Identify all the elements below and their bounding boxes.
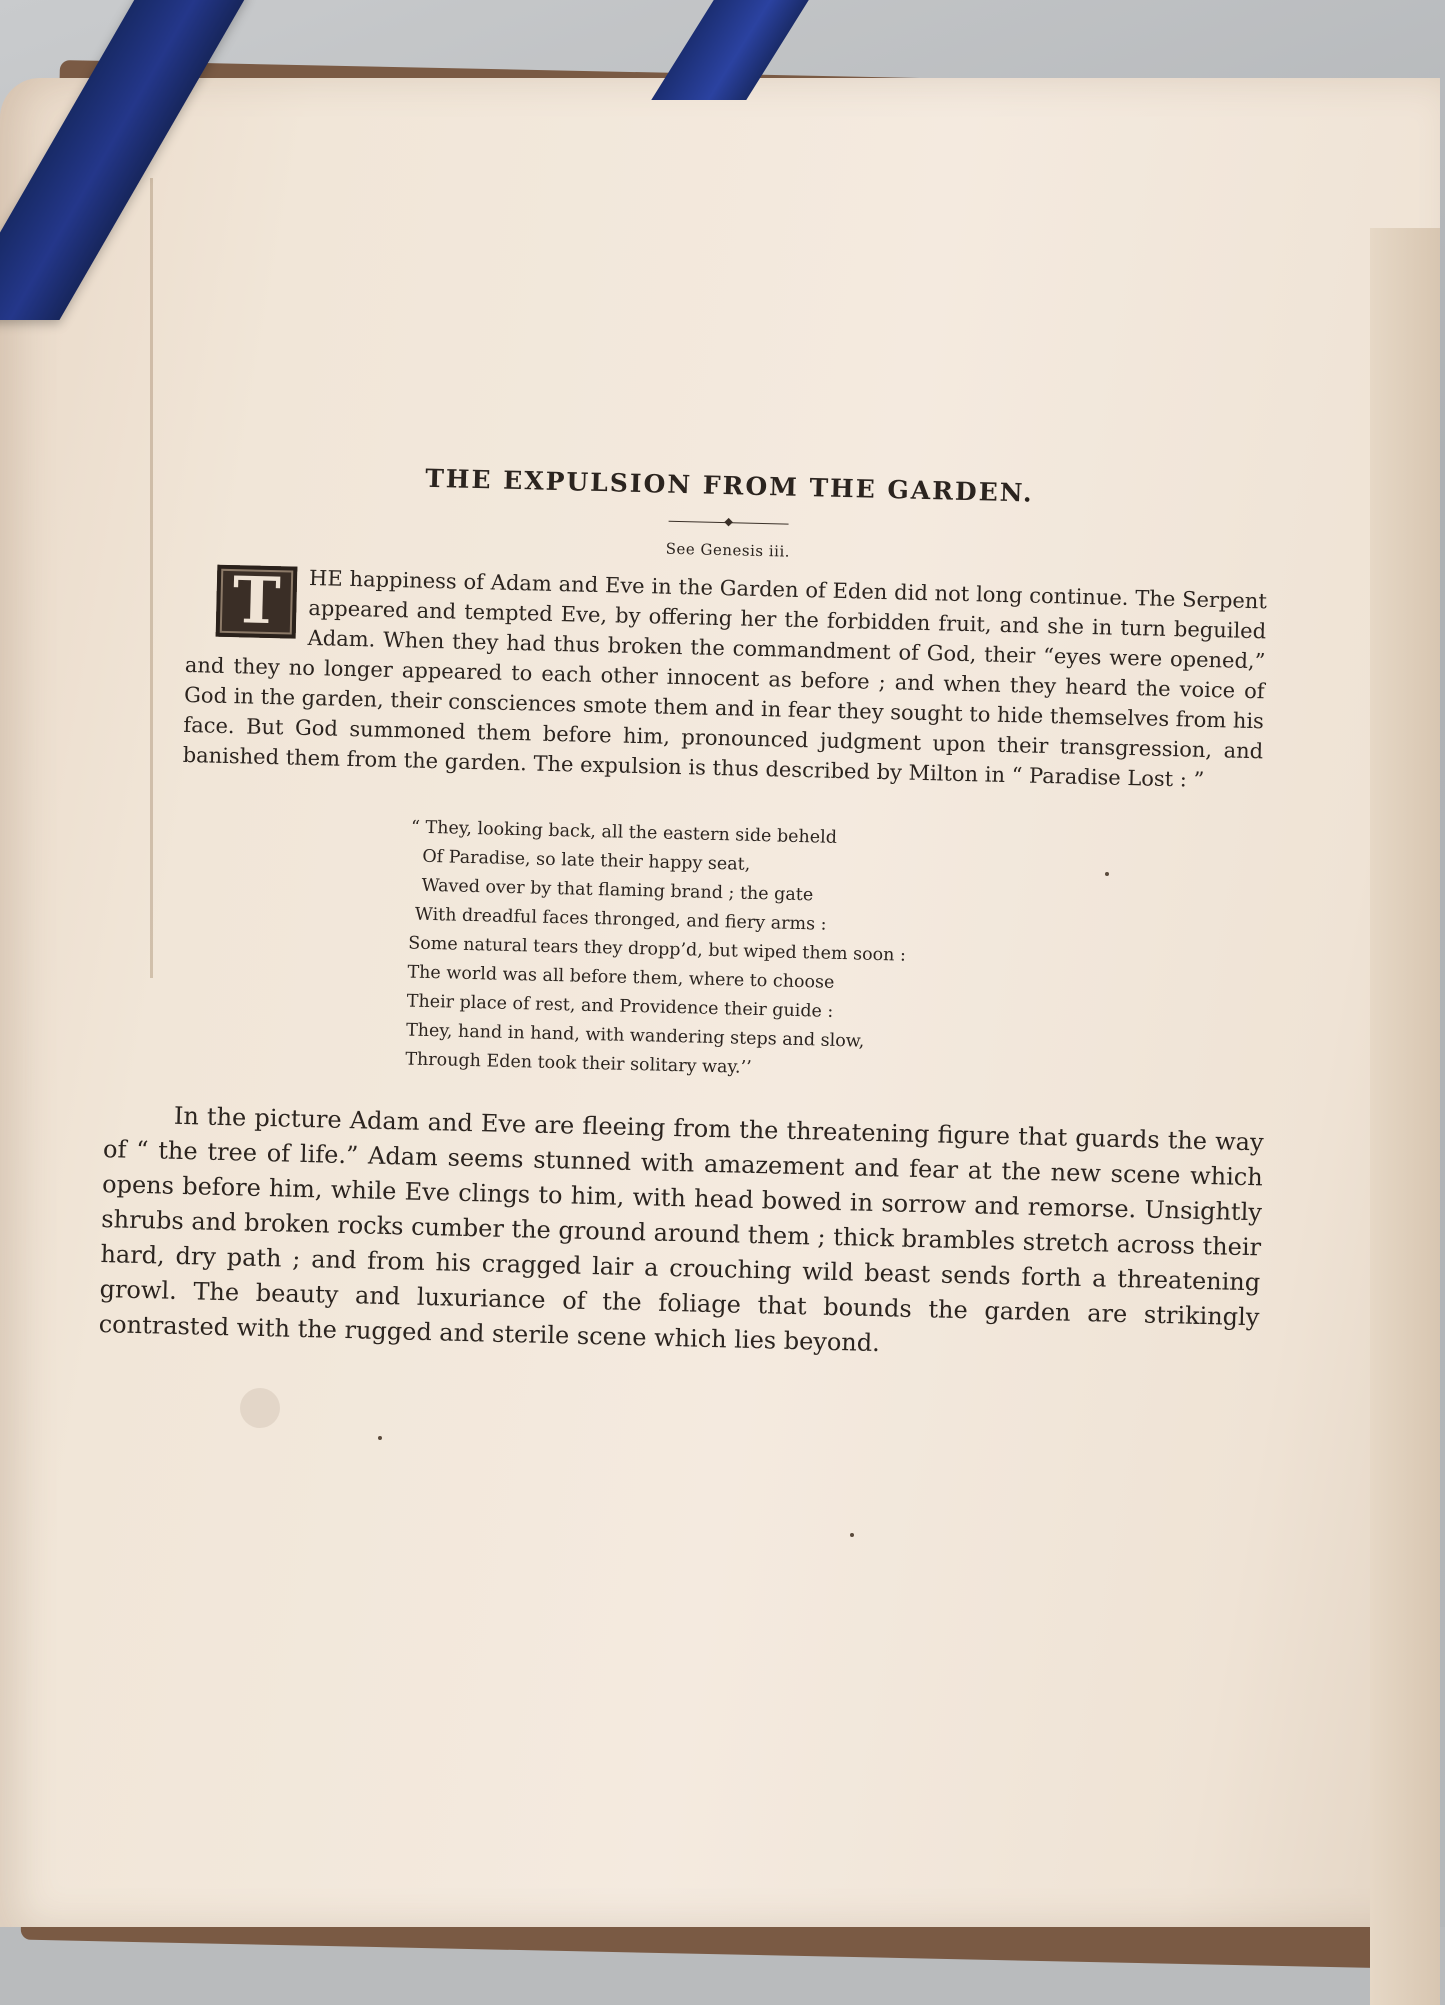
poem-line: Some natural tears they dropp’d, but wiped them soon : [407, 933, 907, 966]
scripture-reference: See Genesis iii. [665, 539, 791, 561]
intro-paragraph-text: HE happiness of Adam and Eve in the Garden of Eden did not long continue. The Serpent appeared and tempted Eve, by offering her the forbidden fruit, and she in turn beguiled Adam. When they had thus broken the commandment of God, their “eyes were opened,” and they no longer appeared to each other innocent as before ; and when they heard the voice of God in the garden, their consciences smote them and in fear they sought to hide themselves from his face. But God summoned them before him, pronounced judgment upon their transgression, and banished them from the garden. The expulsion is thus described by Milton in “ Paradise Lost : ” [182, 565, 1268, 792]
milton-quote [405, 814, 1261, 1096]
paper-speck [850, 1533, 854, 1537]
poem-line: Waved over by that flaming brand ; the gate [421, 875, 814, 906]
drop-cap-initial: T [216, 565, 298, 639]
paper-speck [378, 1436, 382, 1440]
paper-speck [1105, 872, 1109, 876]
intro-paragraph [182, 560, 1267, 796]
poem-line: Through Eden took their solitary way.’’ [405, 1049, 752, 1078]
page-title: THE EXPULSION FROM THE GARDEN. [424, 463, 1035, 508]
poem-line: Of Paradise, so late their happy seat, [422, 846, 751, 875]
page-gutter-line [150, 178, 153, 978]
poem-line: The world was all before them, where to choose [407, 962, 835, 993]
paper-stain [240, 1388, 280, 1428]
text-block [98, 458, 1269, 1370]
poem-line: They, hand in hand, with wandering steps and slow, [405, 1020, 865, 1052]
page-right-edge [1370, 228, 1440, 2005]
book-page [0, 78, 1440, 1927]
poem-line: With dreadful faces thronged, and fiery arms : [414, 904, 827, 935]
poem-line: Their place of rest, and Providence their guide : [406, 991, 834, 1022]
poem-line: “ They, looking back, all the eastern side beheld [410, 817, 838, 848]
picture-description-paragraph: In the picture Adam and Eve are fleeing from the threatening figure that guards the way of “ the tree of life.” Adam seems stunned with amazement and fear at the new scene which opens before him, while Eve clings to him, with head bowed in sorrow and remorse. Unsightly shrubs and broken rocks cumber the ground around them ; thick brambles stretch across their hard, dry path ; and from his cragged lair a crouching wild beast sends forth a threatening growl. The beauty and luxuriance of the foliage that bounds the garden are strikingly contrasted with the rugged and sterile scene which lies beyond. [98, 1101, 1264, 1358]
